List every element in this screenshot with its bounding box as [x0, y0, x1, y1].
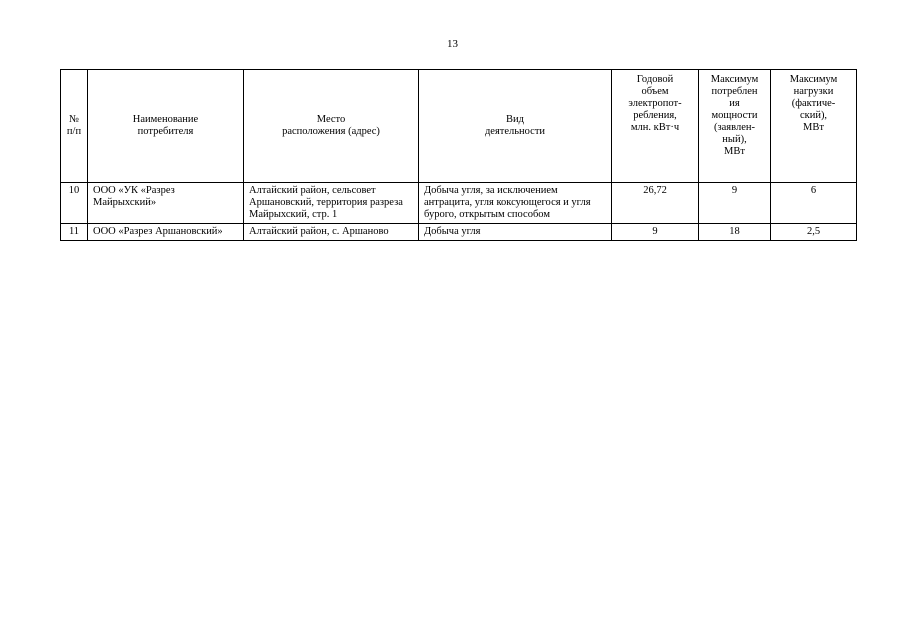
header-line: объем [641, 86, 669, 97]
header-line: (заявлен- [714, 122, 755, 133]
header-line: Максимум [710, 74, 759, 85]
header-line: млн. кВт·ч [630, 122, 680, 133]
header-name [88, 70, 244, 183]
header-line: п/п [66, 126, 82, 137]
cell-name: ООО «УК «Разрез Майрыхский» [88, 183, 244, 224]
table-header-row [61, 70, 857, 183]
header-line: № [68, 114, 80, 125]
header-annual-consumption [612, 70, 699, 183]
header-line: деятельности [484, 126, 546, 137]
header-line: ия [729, 98, 740, 109]
header-line: МВт [724, 146, 745, 157]
consumers-table [60, 69, 857, 241]
cell-max-power: 18 [699, 224, 771, 241]
header-line: ребления, [633, 110, 677, 121]
cell-max-load: 6 [771, 183, 857, 224]
header-location [244, 70, 419, 183]
header-max-load [771, 70, 857, 183]
header-line: Место [316, 114, 346, 125]
header-line: ский), [799, 110, 828, 121]
cell-annual-consumption: 26,72 [612, 183, 699, 224]
cell-activity: Добыча угля [419, 224, 612, 241]
table-row [61, 183, 857, 224]
header-line: Максимум [789, 74, 838, 85]
header-line: ный), [722, 134, 747, 145]
header-line: мощности [711, 110, 758, 121]
header-line: потребителя [137, 126, 194, 137]
header-line: электропот- [628, 98, 682, 109]
header-line: расположения (адрес) [282, 126, 380, 137]
cell-max-power: 9 [699, 183, 771, 224]
header-line: Годовой [636, 74, 674, 85]
cell-num: 11 [61, 224, 88, 241]
header-line: (фактиче- [791, 98, 836, 109]
cell-annual-consumption: 9 [612, 224, 699, 241]
cell-max-load: 2,5 [771, 224, 857, 241]
table-row [61, 224, 857, 241]
header-line: Наименование [132, 114, 199, 125]
header-line: нагрузки [793, 86, 834, 97]
header-line: потреблен [711, 86, 758, 97]
header-line: Вид [506, 114, 524, 125]
page-number: 13 [447, 38, 458, 50]
cell-name: ООО «Разрез Аршановский» [88, 224, 244, 241]
cell-activity: Добыча угля, за исключением антрацита, угля коксующегося и угля бурого, открытым способом [419, 183, 612, 224]
header-line: МВт [803, 122, 824, 133]
cell-location: Алтайский район, с. Аршаново [244, 224, 419, 241]
header-num [61, 70, 88, 183]
cell-location: Алтайский район, сельсовет Аршановский, территория разреза Майрыхский, стр. 1 [244, 183, 419, 224]
cell-num: 10 [61, 183, 88, 224]
header-max-power [699, 70, 771, 183]
header-activity [419, 70, 612, 183]
